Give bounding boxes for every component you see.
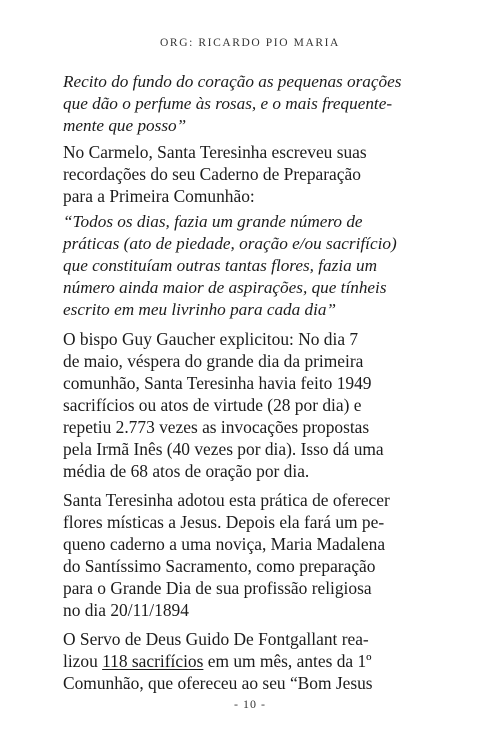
paragraph-flores-misticas — [63, 489, 437, 621]
paragraph-carmelo — [63, 141, 437, 207]
text-line: escrito em meu livrinho para cada dia” — [63, 300, 337, 319]
text-line: O bispo Guy Gaucher explicitou: No dia 7 — [63, 329, 359, 349]
text-line: Santa Teresinha adotou esta prática de oferecer — [63, 490, 390, 510]
running-header — [0, 37, 500, 49]
text-line: repetiu 2.773 vezes as invocações propostas — [63, 417, 370, 437]
text-line: O Servo de Deus Guido De Fontgallant rea- — [63, 629, 369, 649]
text-line: para a Primeira Comunhão: — [63, 186, 255, 206]
text-line: número ainda maior de aspirações, que tínheis — [63, 278, 387, 297]
paragraph-bispo-gaucher — [63, 328, 437, 482]
text-line: mente que posso” — [63, 116, 187, 135]
text-line: pela Irmã Inês (40 vezes por dia). Isso dá uma — [63, 439, 384, 459]
text-line: queno caderno a uma noviça, Maria Madalena — [63, 534, 386, 554]
page-number: - 10 - — [234, 697, 266, 711]
text-line: “Todos os dias, fazia um grande número de — [63, 212, 363, 231]
quote-todos-os-dias — [63, 211, 437, 321]
text-line: flores místicas a Jesus. Depois ela fará um pe- — [63, 512, 385, 532]
text-line: de maio, véspera do grande dia da primeira — [63, 351, 364, 371]
text-line: práticas (ato de piedade, oração e/ou sacrifício) — [63, 234, 397, 253]
text-line: Comunhão, que ofereceu ao seu “Bom Jesus — [63, 673, 373, 693]
text-line: Recito do fundo do coração as pequenas orações — [63, 72, 402, 91]
text-line: média de 68 atos de oração por dia. — [63, 461, 310, 481]
quote-rosas — [63, 71, 437, 137]
text-fragment: lizou — [63, 651, 103, 671]
text-line: sacrifícios ou atos de virtude (28 por dia) e — [63, 395, 362, 415]
page-body — [63, 71, 437, 694]
text-line: que dão o perfume às rosas, e o mais frequente- — [63, 94, 393, 113]
text-line: no dia 20/11/1894 — [63, 600, 189, 620]
text-line: para o Grande Dia de sua profissão religiosa — [63, 578, 372, 598]
text-line: recordações do seu Caderno de Preparação — [63, 164, 361, 184]
paragraph-guido-de-fontgallant — [63, 628, 437, 694]
text-line: comunhão, Santa Teresinha havia feito 1949 — [63, 373, 372, 393]
underlined-sacrificios: 118 sacrifícios — [102, 651, 204, 671]
text-line: do Santíssimo Sacramento, como preparação — [63, 556, 376, 576]
text-fragment: em um mês, antes da 1º — [203, 651, 372, 671]
running-title: ORG: RICARDO PIO MARIA — [160, 37, 340, 49]
text-line — [63, 650, 437, 672]
text-line: No Carmelo, Santa Teresinha escreveu suas — [63, 142, 367, 162]
text-line: que constituíam outras tantas flores, fazia um — [63, 256, 377, 275]
